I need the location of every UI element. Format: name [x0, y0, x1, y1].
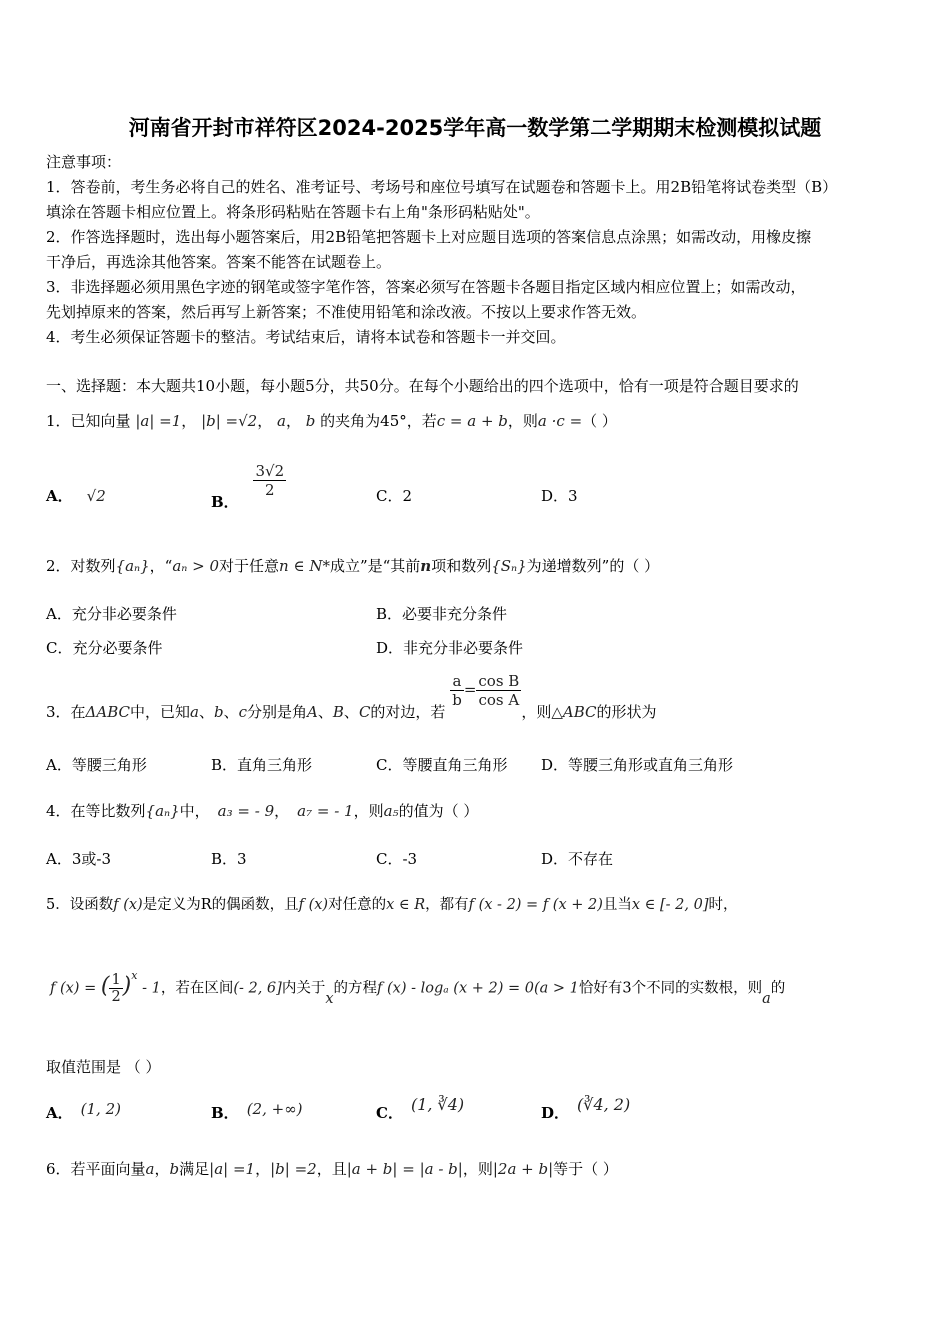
q5-interval: x ∈ [- 2, 0]: [631, 897, 709, 913]
q2-sum-sequence: {Sₙ}: [491, 557, 527, 575]
q1-text: 的夹角为45°，若: [320, 412, 437, 430]
q5-text: 且当: [602, 897, 632, 913]
option-label: D．: [541, 1104, 570, 1122]
q5-text: ，若在区间: [160, 980, 234, 997]
q3-text: 的对边，若: [370, 702, 446, 721]
q3-angle-b: B: [332, 702, 344, 721]
option-label: B．: [211, 1104, 239, 1122]
q1-sep: ，: [181, 412, 197, 430]
fraction-denominator: b: [452, 691, 462, 709]
q2-option-b: B．必要非充分条件: [376, 605, 508, 623]
q5-option-a: [46, 1098, 121, 1122]
q6-text: ，则: [462, 1160, 493, 1178]
q2-domain: n ∈ N*: [279, 557, 330, 575]
q2-text: ，“: [149, 557, 173, 575]
q3-triangle: ΔABC: [85, 702, 130, 721]
q3-equals: =: [463, 680, 477, 699]
q3-option-a: A．等腰三角形: [46, 756, 147, 774]
q4-option-a: A．3或-3: [46, 850, 111, 868]
q1-option-a: [46, 485, 106, 506]
q6-number: 6．若平面向量: [46, 1160, 146, 1178]
fraction-denominator: cos A: [478, 691, 520, 709]
question-1: [46, 410, 617, 431]
q3-angle-c: C: [358, 702, 371, 721]
q4-option-b: B．3: [211, 850, 247, 868]
q2-option-a: A．充分非必要条件: [46, 605, 177, 623]
q4-option-c: C．-3: [376, 850, 418, 868]
q3-sep: 、: [343, 702, 359, 721]
q2-text: 为递增数列”的（ ）: [526, 557, 660, 575]
q5-text: 是定义为R的偶函数，且: [142, 897, 299, 913]
question-4: [46, 800, 478, 821]
q5-option-c: [376, 1094, 465, 1122]
fraction-denominator: 2: [111, 989, 121, 1005]
fraction-numerator: 3√2: [255, 462, 285, 480]
q6-text: ，且: [316, 1160, 347, 1178]
q5-periodic: f (x - 2) = f (x + 2): [468, 897, 603, 913]
q5-text: 时，: [708, 897, 738, 913]
question-5: [46, 893, 738, 914]
option-label: B．: [211, 492, 239, 511]
question-6: [46, 1158, 618, 1179]
q5-text: ，都有: [425, 897, 469, 913]
q5-a: a: [762, 990, 771, 1007]
q6-norm-a: |a| =1: [209, 1160, 256, 1178]
section-heading: 一、选择题：本大题共10小题，每小题5分，共50分。在每个小题给出的四个选项中，恰有一项是符合题目要求的: [46, 377, 799, 395]
q2-option-c: C．充分必要条件: [46, 639, 163, 657]
q3-fraction-cos: [476, 672, 521, 709]
q3-option-c: C．等腰直角三角形: [376, 756, 508, 774]
q6-text: 满足: [179, 1160, 210, 1178]
question-2: [46, 555, 659, 576]
q5-text: 的: [770, 980, 786, 997]
q5-paren-open: (: [100, 973, 110, 999]
q2-sequence: {aₙ}: [115, 557, 150, 575]
q5-text: 恰好有3个不同的实数根，则: [578, 980, 763, 997]
q5-option-b: [211, 1098, 303, 1122]
q3-text: ，则: [521, 702, 552, 721]
q4-text: 的值为（ ）: [398, 802, 479, 820]
option-label: C．: [376, 1104, 403, 1122]
q5-text: 对任意的: [328, 897, 387, 913]
page-title: 河南省开封市祥符区2024-2025学年高一数学第二学期期末检测模拟试题: [128, 116, 822, 140]
q3-text: 的形状为: [596, 702, 657, 721]
q1-paren: （ ）: [582, 412, 617, 430]
q5-option-d: [541, 1094, 631, 1122]
q3-text: 分别是角: [247, 702, 308, 721]
fraction-numerator: 1: [111, 972, 121, 988]
q5-equation: f (x) - logₐ (x + 2) = 0(a > 1: [377, 980, 579, 997]
q5-domain: x ∈ R: [386, 897, 426, 913]
note-4: 4．考生必须保证答题卡的整洁。考试结束后，请将本试卷和答题卡一并交回。: [46, 328, 566, 346]
q6-sep: ，: [255, 1160, 271, 1178]
q3-fraction-ab: [450, 672, 464, 709]
q3-c: c: [238, 702, 248, 721]
q1-option-b: [211, 462, 286, 511]
q5-text: 的方程: [333, 980, 378, 997]
q1-b-fraction: [253, 462, 286, 499]
q2-text: 成立”是“其前: [329, 557, 421, 575]
q1-vec-b: b: [305, 412, 316, 430]
q6-target: |2a + b|: [492, 1160, 554, 1178]
fraction-numerator: a: [450, 672, 464, 691]
option-value: (1, ∛4): [410, 1095, 465, 1114]
q5-paren-close: ): [122, 973, 132, 999]
option-label: A．: [46, 1104, 73, 1122]
option-value: (2, +∞): [246, 1100, 303, 1118]
q4-a3: a₃ = - 9: [217, 802, 275, 820]
q6-norm-b: |b| =2: [270, 1160, 317, 1178]
note-3b: 先划掉原来的答案，然后再写上新答案；不准使用铅笔和涂改液。不按以上要求作答无效。: [46, 303, 647, 321]
q5-exponent: x: [131, 968, 138, 982]
q1-norm-b: |b| =√2: [201, 412, 258, 430]
notes-heading: 注意事项：: [46, 153, 122, 171]
q5-line-2: [50, 968, 786, 1007]
q4-text: 中，: [179, 802, 210, 820]
note-1b: 填涂在答题卡相应位置上。将条形码粘贴在答题卡右上角"条形码粘贴处"。: [46, 203, 540, 221]
q5-line-3: 取值范围是 （ ）: [46, 1058, 161, 1076]
note-1a: 1．答卷前，考生务必将自己的姓名、准考证号、考场号和座位号填写在试题卷和答题卡上。用2B铅笔将试卷类型（B）: [46, 178, 838, 196]
q1-option-d: D．3: [541, 487, 578, 505]
q2-n: n: [420, 557, 432, 575]
q3-sep: 、: [317, 702, 333, 721]
question-3: [46, 672, 657, 721]
q2-option-d: D．非充分非必要条件: [376, 639, 524, 657]
q5-f-def: f (x) =: [50, 980, 97, 997]
q4-sequence: {aₙ}: [145, 802, 180, 820]
q3-sep: 、: [198, 702, 214, 721]
q5-fx: f (x): [113, 897, 143, 913]
q6-text: 等于（ ）: [553, 1160, 618, 1178]
q2-text: 项和数列: [431, 557, 492, 575]
q3-option-b: B．直角三角形: [211, 756, 313, 774]
q6-vec-a: a: [145, 1160, 155, 1178]
q5-number: 5．设函数: [46, 897, 114, 913]
q4-sep: ，: [274, 802, 290, 820]
q3-a: a: [190, 702, 199, 721]
q2-number: 2．对数列: [46, 557, 116, 575]
q3-option-d: D．等腰三角形或直角三角形: [541, 756, 734, 774]
q5-minus-one: - 1: [142, 980, 161, 997]
q1-number: 1．已知向量: [46, 412, 131, 430]
option-label: A．: [46, 487, 73, 505]
q6-condition: |a + b| = |a - b|: [346, 1160, 463, 1178]
q1-sep: ，: [285, 412, 301, 430]
q3-text: 中，已知: [130, 702, 191, 721]
option-value: √2: [86, 487, 106, 505]
q5-half: [109, 972, 122, 1005]
option-value: (∛4, 2): [577, 1095, 631, 1114]
q4-text: ，则: [353, 802, 384, 820]
q5-text: 内关于: [281, 980, 326, 997]
q4-number: 4．在等比数列: [46, 802, 146, 820]
q1-c-def: c = a + b: [436, 412, 508, 430]
q3-angle-a: A: [307, 702, 318, 721]
note-2a: 2．作答选择题时，选出每小题答案后，用2B铅笔把答题卡上对应题目选项的答案信息点涂黑；如需改动，用橡皮擦: [46, 228, 812, 246]
fraction-numerator: cos B: [478, 672, 520, 690]
note-3a: 3．非选择题必须用黑色字迹的钢笔或签字笔作答，答案必须写在答题卡各题目指定区域内相应位置上；如需改动，: [46, 278, 806, 296]
q6-vec-b: b: [169, 1160, 180, 1178]
note-2b: 干净后，再选涂其他答案。答案不能答在试题卷上。: [46, 253, 392, 271]
q1-norm-a: |a| =1: [135, 412, 182, 430]
q3-triangle: △ABC: [551, 702, 597, 721]
q1-option-c: C．2: [376, 487, 413, 505]
q2-text: 对于任意: [219, 557, 280, 575]
q5-fx: f (x): [298, 897, 329, 913]
q3-sep: 、: [223, 702, 239, 721]
q2-condition: aₙ > 0: [172, 557, 219, 575]
q1-sep: ，: [257, 412, 273, 430]
q5-region: (- 2, 6]: [233, 980, 282, 997]
q1-text: ，则: [507, 412, 538, 430]
q5-x: x: [325, 990, 334, 1007]
fraction-denominator: 2: [265, 481, 275, 499]
q1-dot: a ·c =: [537, 412, 583, 430]
q3-b: b: [213, 702, 224, 721]
q6-sep: ，: [154, 1160, 170, 1178]
q4-option-d: D．不存在: [541, 850, 614, 868]
q4-a7: a₇ = - 1: [297, 802, 354, 820]
q1-vec-a: a: [277, 412, 286, 430]
q4-a5: a₅: [383, 802, 399, 820]
option-value: (1, 2): [80, 1100, 121, 1118]
q3-number: 3．在: [46, 702, 86, 721]
